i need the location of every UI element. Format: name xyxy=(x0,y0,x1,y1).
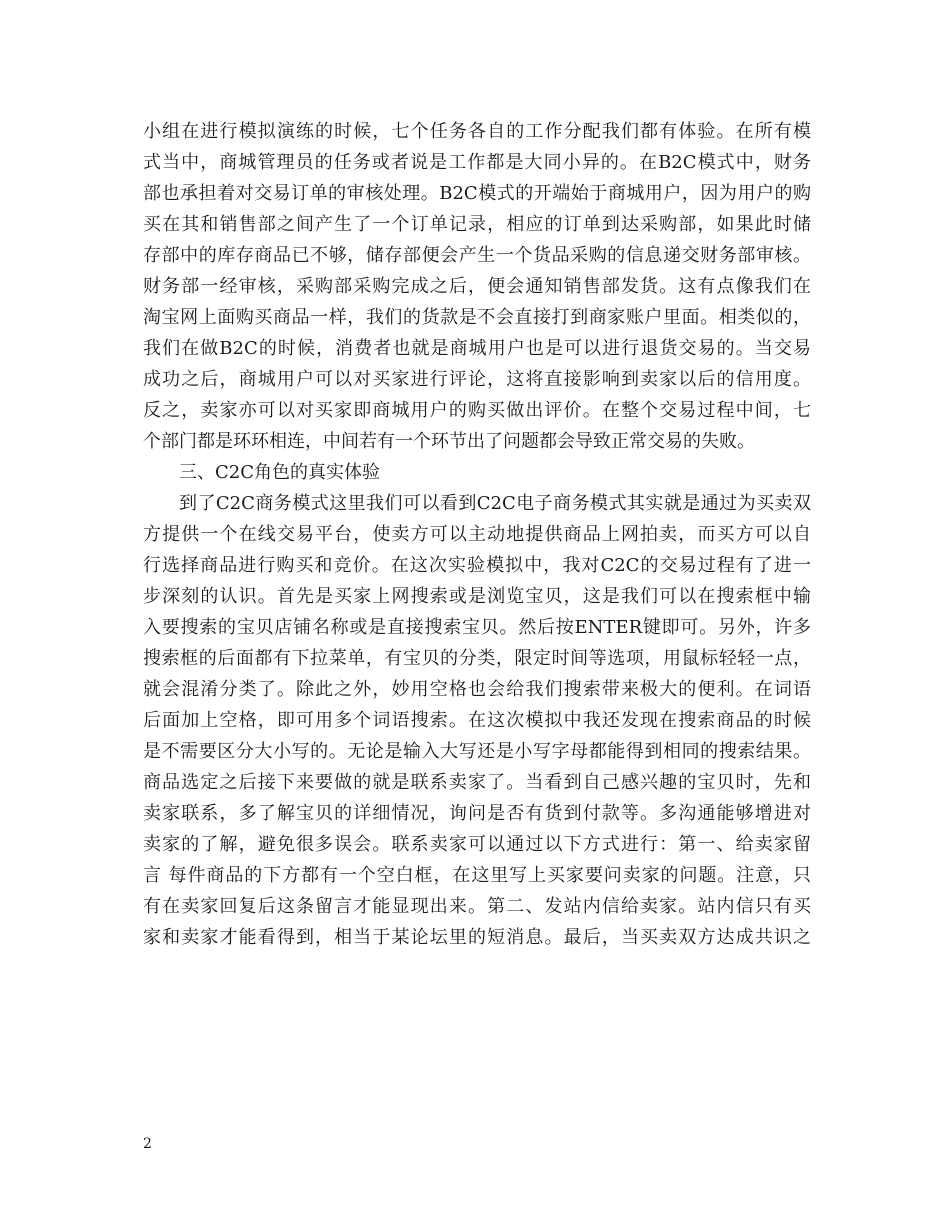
text-line: 财务部一经审核，采购部采购完成之后，便会通知销售部发货。这有点像我们在 xyxy=(143,276,811,297)
text-line: 到了C2C商务模式这里我们可以看到C2C电子商务模式其实就是通过为买卖双 xyxy=(179,493,811,514)
text-line: 是不需要区分大小写的。无论是输入大写还是小写字母都能得到相同的搜索结果。 xyxy=(143,741,811,762)
text-line: 个部门都是环环相连，中间若有一个环节出了问题都会导致正常交易的失败。 xyxy=(143,431,755,452)
text-line: 我们在做B2C的时候，消费者也就是商城用户也是可以进行退货交易的。当交易 xyxy=(143,338,811,359)
text-line: 卖家的了解，避免很多误会。联系卖家可以通过以下方式进行：第一、给卖家留 xyxy=(143,834,811,855)
text-line: 反之，卖家亦可以对买家即商城用户的购买做出评价。在整个交易过程中间，七 xyxy=(143,400,811,421)
text-line: 部也承担着对交易订单的审核处理。B2C模式的开端始于商城用户，因为用户的购 xyxy=(143,183,811,204)
document-body xyxy=(143,116,811,953)
text-line: 入要搜索的宝贝店铺名称或是直接搜索宝贝。然后按ENTER键即可。另外，许多 xyxy=(143,617,811,638)
text-line: 后面加上空格，即可用多个词语搜索。在这次模拟中我还发现在搜索商品的时候 xyxy=(143,710,811,731)
text-line: 步深刻的认识。首先是买家上网搜索或是浏览宝贝，这是我们可以在搜索框中输 xyxy=(143,586,811,607)
text-line: 搜索框的后面都有下拉菜单，有宝贝的分类，限定时间等选项，用鼠标轻轻一点， xyxy=(143,648,811,669)
text-line: 小组在进行模拟演练的时候，七个任务各自的工作分配我们都有体验。在所有模 xyxy=(143,121,811,142)
text-line: 式当中，商城管理员的任务或者说是工作都是大同小异的。在B2C模式中，财务 xyxy=(143,152,811,173)
text-line: 商品选定之后接下来要做的就是联系卖家了。当看到自己感兴趣的宝贝时，先和 xyxy=(143,772,811,793)
text-line: 买在其和销售部之间产生了一个订单记录，相应的订单到达采购部，如果此时储 xyxy=(143,214,811,235)
section-heading: 三、C2C角色的真实体验 xyxy=(179,462,380,483)
text-line: 淘宝网上面购买商品一样，我们的货款是不会直接打到商家账户里面。相类似的， xyxy=(143,307,811,328)
page-number: 2 xyxy=(143,1136,152,1152)
text-line: 方提供一个在线交易平台，使卖方可以主动地提供商品上网拍卖，而买方可以自 xyxy=(143,524,811,545)
text-line: 卖家联系，多了解宝贝的详细情况，询问是否有货到付款等。多沟通能够增进对 xyxy=(143,803,811,824)
text-line: 有在卖家回复后这条留言才能显现出来。第二、发站内信给卖家。站内信只有买 xyxy=(143,896,811,917)
text-line: 就会混淆分类了。除此之外，妙用空格也会给我们搜索带来极大的便利。在词语 xyxy=(143,679,811,700)
text-line: 行选择商品进行购买和竞价。在这次实验模拟中，我对C2C的交易过程有了进一 xyxy=(143,555,811,576)
text-line: 言 每件商品的下方都有一个空白框，在这里写上买家要问卖家的问题。注意，只 xyxy=(143,865,811,886)
text-line: 成功之后，商城用户可以对买家进行评论，这将直接影响到卖家以后的信用度。 xyxy=(143,369,811,390)
text-line: 存部中的库存商品已不够，储存部便会产生一个货品采购的信息递交财务部审核。 xyxy=(143,245,811,266)
text-line: 家和卖家才能看得到，相当于某论坛里的短消息。最后，当买卖双方达成共识之 xyxy=(143,927,811,948)
